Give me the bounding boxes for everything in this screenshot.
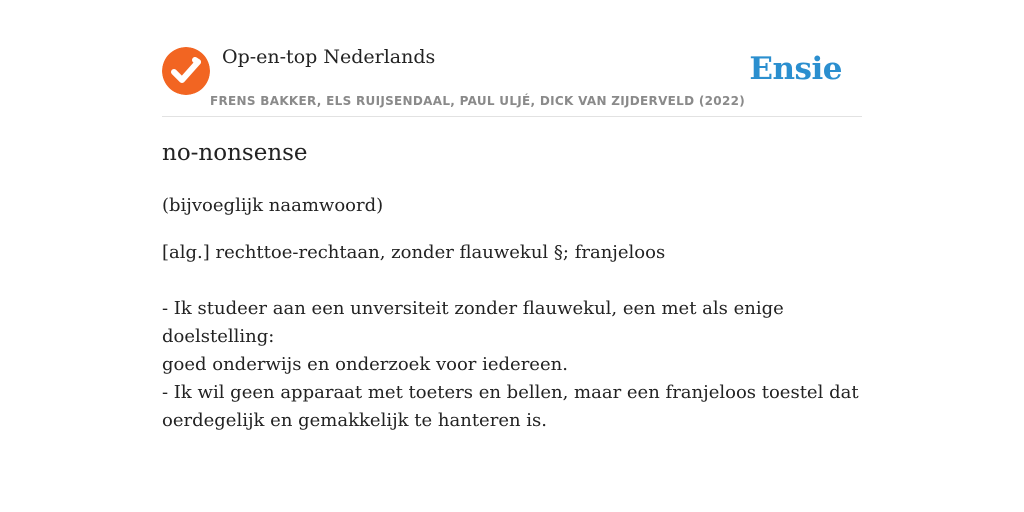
source-authors: FRENS BAKKER, ELS RUIJSENDAAL, PAUL ULJÉ, DICK VAN ZIJDERVELD (2022) [210, 94, 746, 108]
checkmark-circle-icon[interactable] [162, 47, 210, 95]
source-title[interactable]: Op-en-top Nederlands [222, 46, 436, 68]
source-header [162, 0, 862, 117]
brand-logo[interactable]: Ensie [749, 51, 842, 87]
example-line: - Ik studeer aan een unversiteit zonder flauwekul, een met als enige doelstelling: [162, 298, 784, 347]
entry-examples [162, 295, 862, 435]
dictionary-card [162, 0, 862, 512]
example-line: - Ik wil geen apparaat met toeters en bellen, maar een franjeloos toestel dat [162, 382, 859, 403]
part-of-speech: (bijvoeglijk naamwoord) [162, 195, 384, 216]
entry-definition: [alg.] rechttoe-rechtaan, zonder flauwekul §; franjeloos [162, 242, 666, 263]
example-line: goed onderwijs en onderzoek voor iedereen. [162, 354, 568, 375]
entry-term: no-nonsense [162, 140, 308, 166]
example-line: oerdegelijk en gemakkelijk te hanteren is. [162, 410, 547, 431]
